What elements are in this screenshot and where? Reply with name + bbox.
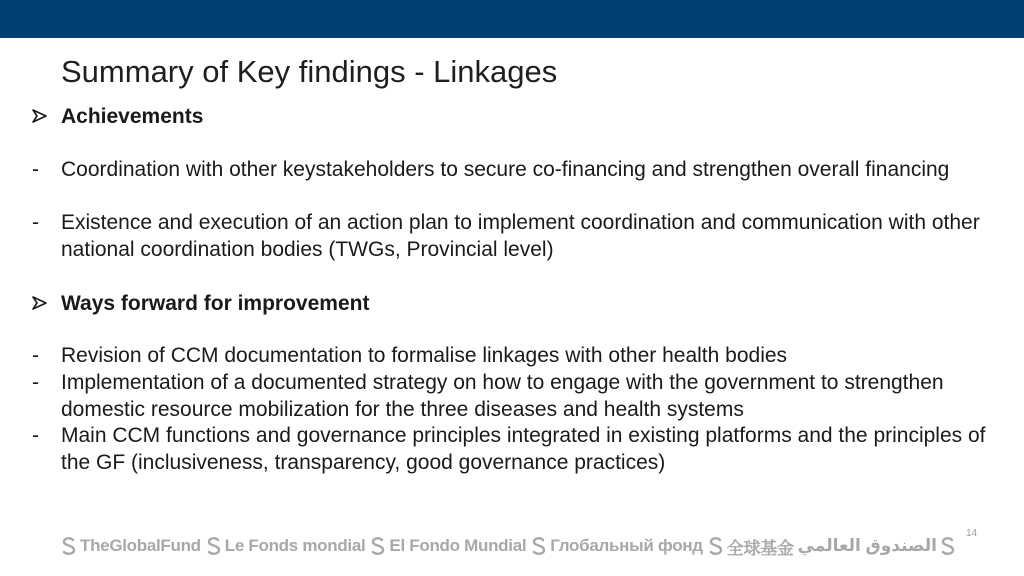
list-item [0, 210, 1000, 263]
list-item-text: Existence and execution of an action plan to implement coordination and communication with other national coordination bodies (TWGs, Provincial level) [61, 211, 980, 261]
arrow-bullet-icon [32, 103, 61, 123]
ways-forward-heading [32, 290, 369, 317]
footer-brand-text: TheGlobalFund [80, 536, 201, 555]
slide-title: Summary of Key findings - Linkages [61, 54, 558, 89]
global-fund-logo-icon [939, 536, 957, 556]
footer-brand-russian [530, 536, 703, 556]
dash-bullet: - [32, 371, 39, 394]
achievements-heading [32, 103, 203, 130]
global-fund-logo-icon [205, 536, 223, 556]
footer-brand-arabic [798, 536, 959, 556]
list-item [0, 370, 1000, 423]
footer-brand-strip [60, 534, 963, 558]
footer-brand-text: Le Fonds mondial [224, 536, 366, 555]
list-item [0, 157, 1000, 184]
footer-brand-text: Глобальный фонд [550, 536, 703, 555]
list-item-text: Main CCM functions and governance principles integrated in existing platforms and the principles of the GF (inclusiveness, transparency, good governance practices) [61, 424, 986, 474]
global-fund-logo-icon [60, 536, 78, 556]
list-item-text: Implementation of a documented strategy on how to engage with the government to strengthen domestic resource mobilization for the three diseases and health systems [61, 371, 944, 421]
footer-brand-fondo-mundial [369, 536, 526, 556]
footer-brand-text: El Fondo Mundial [389, 536, 527, 555]
footer-brand-global-fund [60, 536, 201, 556]
dash-bullet: - [32, 344, 39, 367]
arrow-bullet-icon [32, 290, 61, 310]
global-fund-logo-icon [530, 536, 548, 556]
header-bar [0, 0, 1024, 38]
list-item [0, 423, 1000, 476]
global-fund-logo-icon [707, 536, 725, 556]
dash-bullet: - [32, 158, 39, 181]
achievements-heading-text: Achievements [61, 105, 204, 128]
list-item-text: Coordination with other keystakeholders to secure co-financing and strengthen overall financing [61, 158, 950, 181]
ways-forward-heading-text: Ways forward for improvement [61, 292, 370, 315]
footer-brand-text: 全球基金 [726, 538, 794, 558]
list-item [0, 343, 1000, 370]
footer-brand-text: الصندوق العالمي [797, 536, 937, 555]
footer-brand-fonds-mondial [205, 536, 366, 556]
list-item-text: Revision of CCM documentation to formalise linkages with other health bodies [61, 344, 788, 367]
dash-bullet: - [32, 424, 39, 447]
page-number: 14 [966, 528, 978, 539]
global-fund-logo-icon [369, 536, 387, 556]
footer-brand-chinese [707, 534, 794, 559]
dash-bullet: - [32, 211, 39, 234]
